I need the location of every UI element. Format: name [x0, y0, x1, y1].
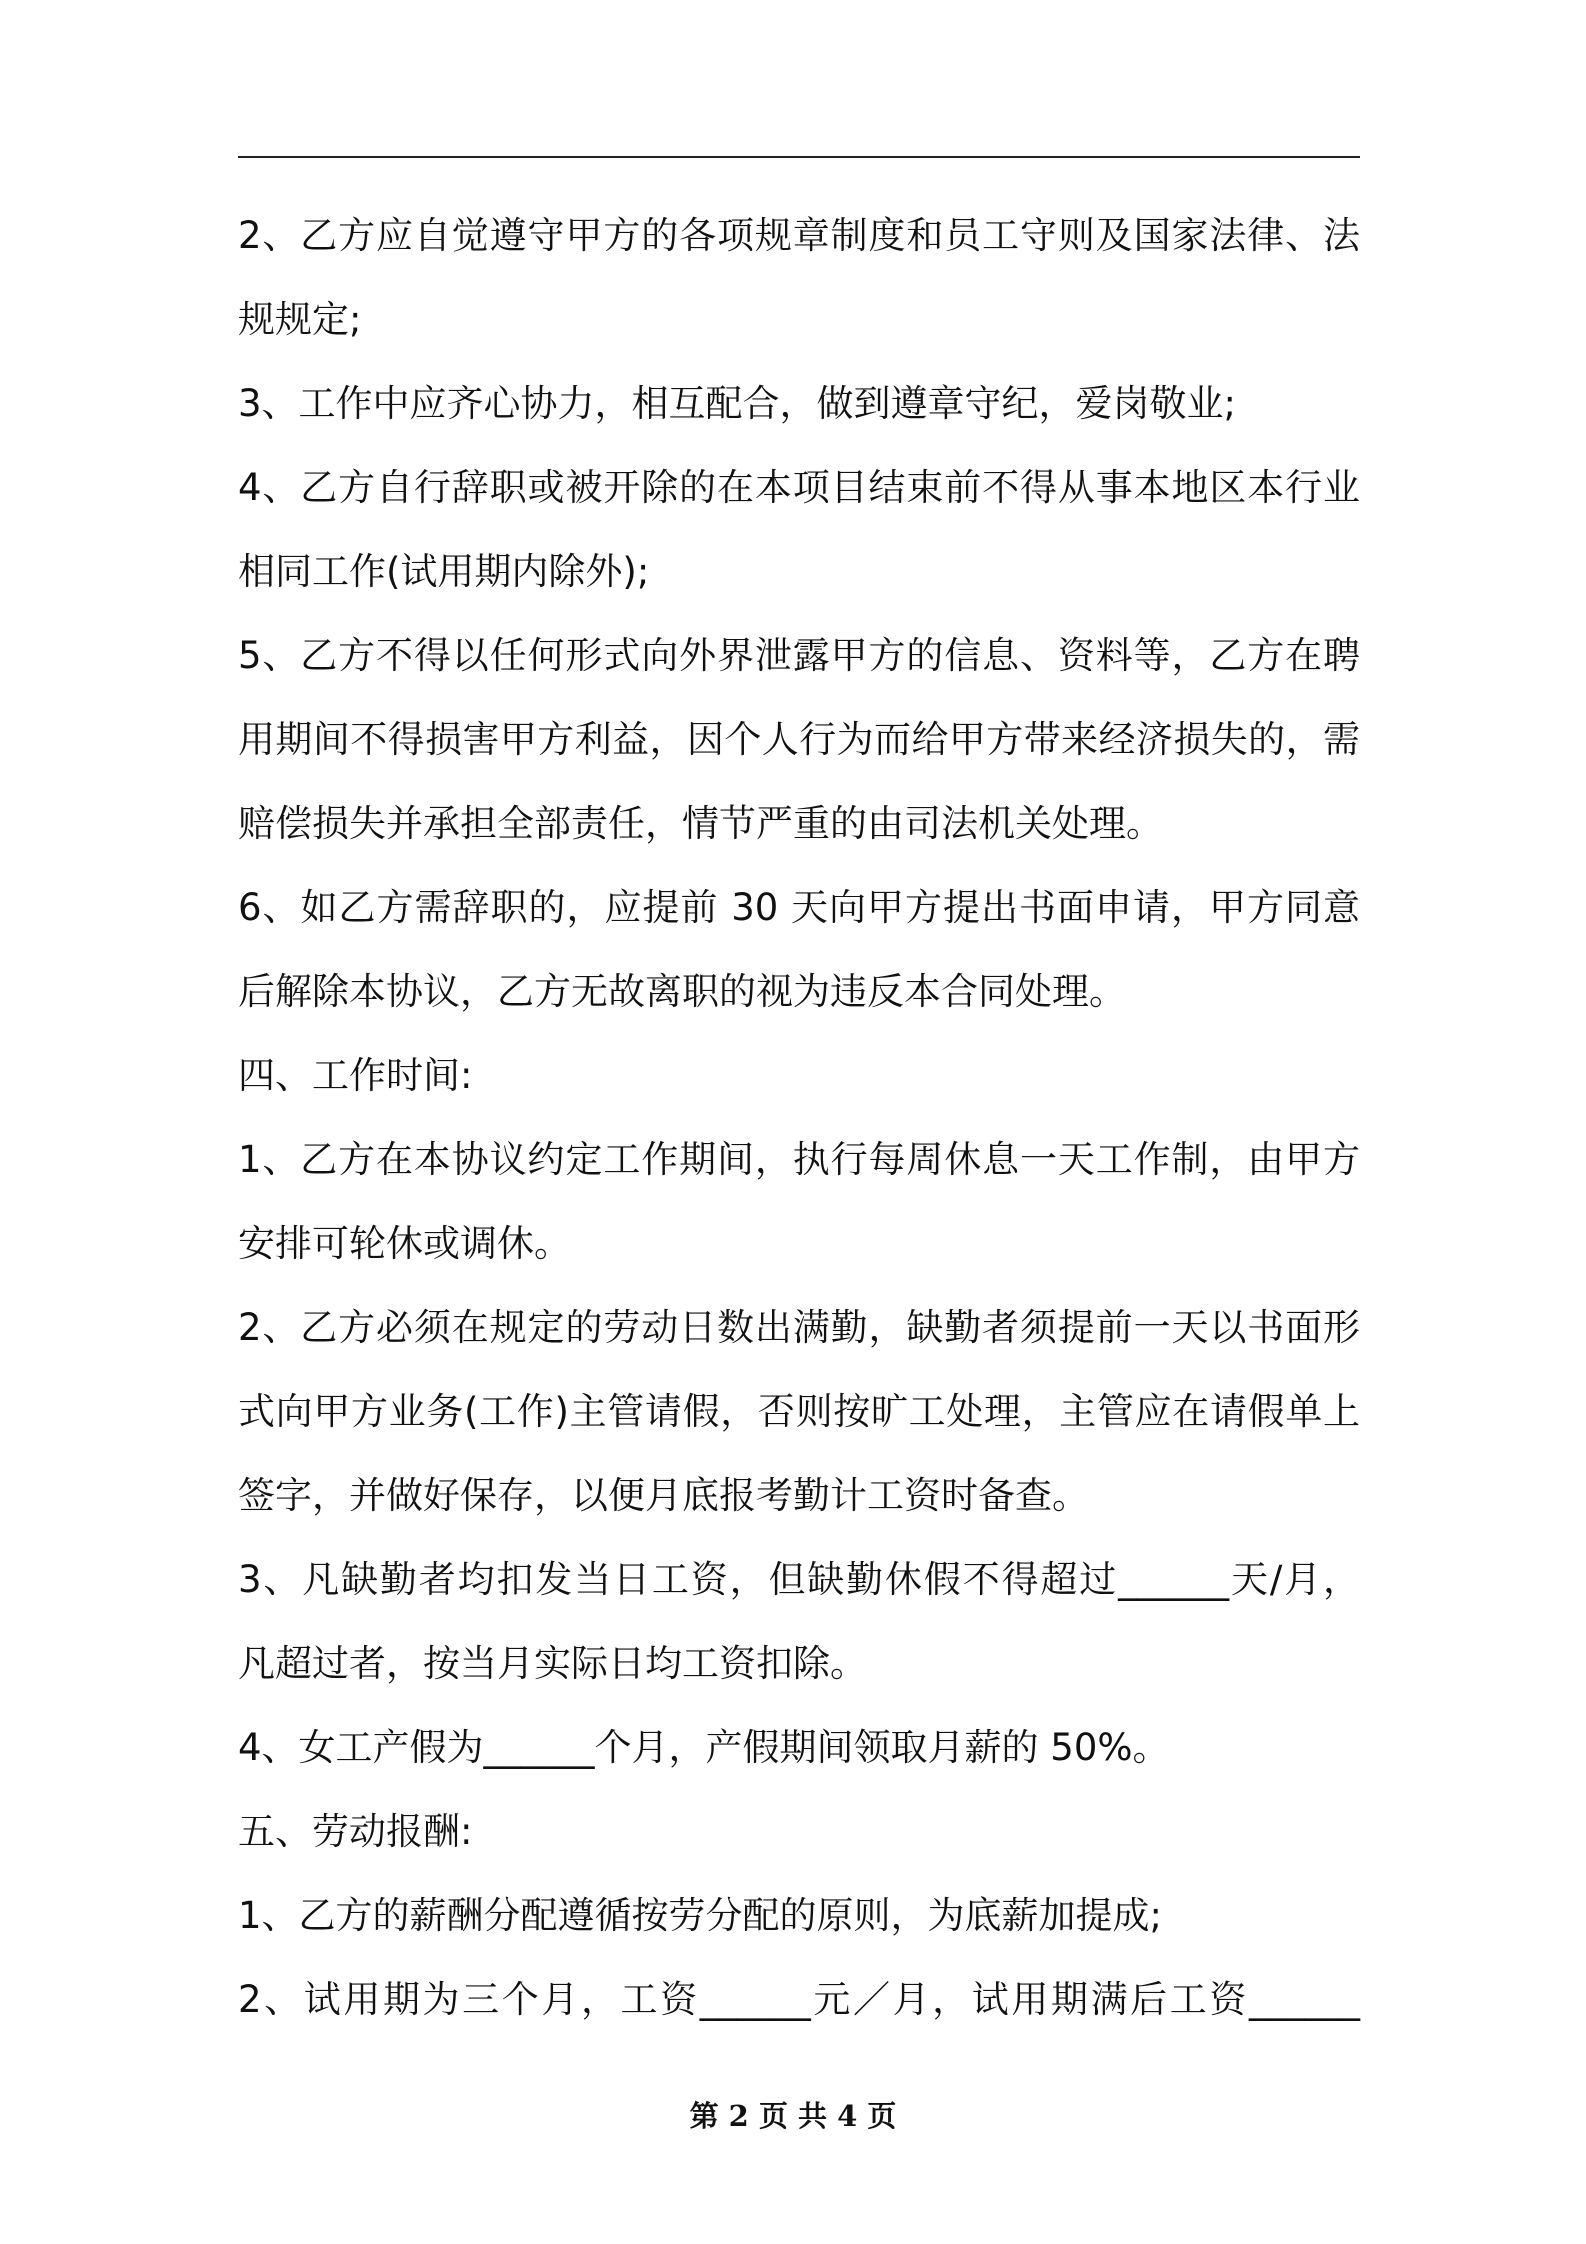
text-line: 安排可轮休或调休。 [238, 1222, 571, 1265]
text-line: 2、乙方应自觉遵守甲方的各项规章制度和员工守则及国家法律、法 [238, 214, 1360, 257]
text-line: 1、乙方在本协议约定工作期间，执行每周休息一天工作制，由甲方 [238, 1138, 1360, 1181]
text-line: 2、试用期为三个月，工资______元／月，试用期满后工资______ [238, 1978, 1360, 2021]
text-line: 2、乙方必须在规定的劳动日数出满勤，缺勤者须提前一天以书面形 [238, 1306, 1360, 1349]
text-line: 四、工作时间: [238, 1054, 473, 1097]
text-line: 5、乙方不得以任何形式向外界泄露甲方的信息、资料等，乙方在聘 [238, 634, 1360, 677]
text-line: 五、劳动报酬: [238, 1810, 473, 1853]
text-line: 4、女工产假为______个月，产假期间领取月薪的 50%。 [238, 1726, 1170, 1769]
header-rule [238, 156, 1360, 158]
text-line: 3、凡缺勤者均扣发当日工资，但缺勤休假不得超过______天/月， [238, 1558, 1360, 1601]
text-line: 相同工作(试用期内除外); [238, 550, 650, 593]
text-line: 赔偿损失并承担全部责任，情节严重的由司法机关处理。 [238, 802, 1163, 845]
text-line: 签字，并做好保存，以便月底报考勤计工资时备查。 [238, 1474, 1089, 1517]
text-line: 凡超过者，按当月实际日均工资扣除。 [238, 1642, 867, 1685]
text-line: 规规定; [238, 298, 362, 341]
text-line: 后解除本协议，乙方无故离职的视为违反本合同处理。 [238, 970, 1126, 1013]
text-line: 式向甲方业务(工作)主管请假，否则按旷工处理，主管应在请假单上 [238, 1390, 1360, 1433]
text-line: 6、如乙方需辞职的，应提前 30 天向甲方提出书面申请，甲方同意 [238, 886, 1360, 929]
text-line: 1、乙方的薪酬分配遵循按劳分配的原则，为底薪加提成; [238, 1894, 1163, 1937]
page-number: 第 2 页 共 4 页 [689, 2099, 897, 2133]
text-line: 用期间不得损害甲方利益，因个人行为而给甲方带来经济损失的，需 [238, 718, 1360, 761]
document-body [238, 194, 1360, 2042]
text-line: 4、乙方自行辞职或被开除的在本项目结束前不得从事本地区本行业 [238, 466, 1360, 509]
text-line: 3、工作中应齐心协力，相互配合，做到遵章守纪，爱岗敬业; [238, 382, 1237, 425]
